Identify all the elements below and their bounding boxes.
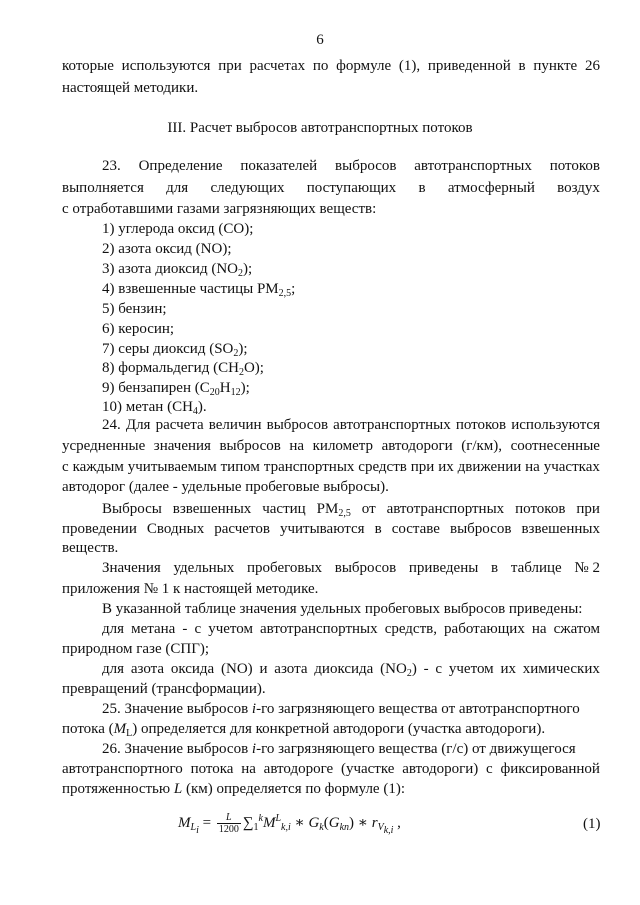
word: (участке bbox=[340, 761, 395, 777]
word: показателей bbox=[240, 158, 318, 174]
word: (1), bbox=[398, 58, 421, 74]
page-number: 6 bbox=[316, 32, 324, 48]
p26-line-1: 26. Значение выбросов i-го загрязняющего вещества (г/с) от движущегося bbox=[102, 741, 576, 757]
p24-line-1 bbox=[102, 416, 600, 435]
pm-line-3: веществ. bbox=[62, 540, 119, 556]
word: выбросов bbox=[450, 521, 512, 537]
methane-line-2: природном газе (СПГ); bbox=[62, 641, 210, 657]
word: с bbox=[194, 621, 202, 637]
word: (NO) bbox=[221, 661, 253, 677]
word: Значения bbox=[102, 560, 161, 576]
word: усредненные bbox=[62, 438, 146, 454]
word: метана bbox=[131, 621, 176, 637]
word: с bbox=[435, 661, 443, 677]
word: автотранспортных bbox=[414, 158, 532, 174]
p26-line-2 bbox=[62, 760, 600, 779]
word: 26 bbox=[584, 58, 600, 74]
word: учетом bbox=[208, 621, 253, 637]
word: фиксированной bbox=[500, 761, 600, 777]
word: таблице bbox=[510, 560, 562, 576]
word: воздух bbox=[557, 180, 600, 196]
word: расчетов bbox=[214, 521, 270, 537]
word: 23. bbox=[102, 158, 121, 174]
p24-line-4: автодорог (далее - удельные пробеговые выбросы). bbox=[62, 479, 389, 495]
word: каждым bbox=[72, 459, 124, 475]
word: на bbox=[241, 761, 256, 777]
formula-1: $M_{L_i}$ = $\frac{L}{1200}$ $\sum_1^kM^L_{k,i}$ ∗ $G_k(G_{kn})$ ∗ $r_{V_{k,i}}$ , bbox=[178, 812, 401, 836]
word: расчета bbox=[155, 417, 204, 433]
substance-7: 7) серы диоксид $(SO_2)$; bbox=[102, 341, 248, 359]
word: автотранспортных bbox=[333, 417, 451, 433]
word: с bbox=[62, 459, 69, 475]
substance-4: 4) взвешенные частицы $PM_{2,5}$; bbox=[102, 281, 296, 299]
word: атмосферный bbox=[447, 180, 535, 196]
word: частиц bbox=[262, 501, 306, 517]
sum-symbol: ∑ bbox=[242, 814, 254, 831]
word: взвешенных bbox=[521, 521, 600, 537]
word: следующих bbox=[210, 180, 285, 196]
substance-9: 9) бензапирен $(C_{20}H_{12})$; bbox=[102, 380, 250, 398]
substance-6: 6) керосин; bbox=[102, 321, 175, 337]
formula-number: (1) bbox=[583, 816, 601, 832]
word: № 2 bbox=[574, 560, 600, 576]
word: формуле bbox=[336, 58, 392, 74]
substance-2: 2) азота оксид (NO); bbox=[102, 241, 232, 257]
word: которые bbox=[62, 58, 114, 74]
word: потока bbox=[190, 761, 234, 777]
word: - bbox=[423, 661, 429, 677]
substance-5: 5) бензин; bbox=[102, 301, 167, 317]
word: используются bbox=[511, 417, 600, 433]
p26-line-3: протяженностью L (км) определяется по формуле (1): bbox=[62, 781, 405, 797]
formula-lhs: M bbox=[178, 814, 191, 831]
nitrogen-line-2: превращений (трансформации). bbox=[62, 681, 266, 697]
word: приведены bbox=[408, 560, 479, 576]
word: для bbox=[102, 661, 125, 677]
word: $PM_{2,5}$ bbox=[316, 501, 351, 519]
section-title: III. Расчет выбросов автотранспортных потоков bbox=[167, 120, 473, 136]
word: автотранспортных bbox=[386, 501, 505, 517]
word: азота bbox=[130, 661, 165, 677]
word: величин bbox=[208, 417, 262, 433]
p25-line-1: 25. Значение выбросов i-го загрязняющего вещества от автотранспортного bbox=[102, 701, 580, 717]
word: Выбросы bbox=[102, 501, 162, 517]
word: $(NO_2)$ bbox=[380, 661, 417, 679]
word: учетом bbox=[448, 661, 494, 677]
word: используются bbox=[121, 58, 211, 74]
word: Определение bbox=[138, 158, 223, 174]
word: Сводных bbox=[146, 521, 205, 537]
word: в bbox=[418, 180, 426, 196]
word: выполняется bbox=[62, 180, 144, 196]
word: километр bbox=[312, 438, 374, 454]
word: автодороги) bbox=[402, 761, 479, 777]
substance-3: 3) азота диоксид $(NO_2)$; bbox=[102, 261, 253, 279]
word: с bbox=[486, 761, 493, 777]
specific-line-3: В указанной таблице значения удельных пробеговых выбросов приведены: bbox=[102, 601, 583, 617]
word: от bbox=[361, 501, 376, 517]
specific-line-1 bbox=[102, 559, 600, 578]
word: их bbox=[500, 661, 516, 677]
word: в bbox=[491, 560, 499, 576]
word: расчетах bbox=[249, 58, 306, 74]
word: значения bbox=[153, 438, 211, 454]
p23-line-1 bbox=[102, 157, 600, 176]
word: азота bbox=[274, 661, 308, 677]
word: взвешенных bbox=[172, 501, 252, 517]
word: автодороги bbox=[381, 438, 453, 454]
p24-line-2 bbox=[62, 437, 600, 456]
word: поступающих bbox=[306, 180, 397, 196]
word: автотранспортного bbox=[62, 761, 183, 777]
word: средств, bbox=[384, 621, 437, 637]
word: выбросов bbox=[334, 560, 397, 576]
word: участках bbox=[543, 459, 600, 475]
word: проведении bbox=[62, 521, 137, 537]
word: и bbox=[259, 661, 268, 677]
substance-10: 10) метан $(CH_4)$. bbox=[102, 399, 207, 417]
word: выбросов bbox=[335, 158, 397, 174]
word: движении bbox=[457, 459, 522, 475]
word: пробеговых bbox=[246, 560, 323, 576]
word: Для bbox=[125, 417, 151, 433]
pm-line-1 bbox=[102, 500, 600, 519]
word: выбросов bbox=[266, 417, 329, 433]
word: химических bbox=[522, 661, 600, 677]
formula-fraction: $\frac{L}{1200}$ bbox=[218, 812, 239, 835]
word: пункте bbox=[533, 58, 578, 74]
p23-line-2 bbox=[62, 179, 600, 198]
p23-line-3: с отработавшими газами загрязняющих веществ: bbox=[62, 201, 377, 217]
word: в bbox=[518, 58, 526, 74]
word: для bbox=[166, 180, 189, 196]
word: на bbox=[531, 621, 547, 637]
word: учитываются bbox=[279, 521, 365, 537]
substance-8: 8) формальдегид $(CH_2O)$; bbox=[102, 360, 264, 378]
word: потоков bbox=[515, 501, 566, 517]
word: для bbox=[102, 621, 125, 637]
word: сжатом bbox=[553, 621, 600, 637]
word: по bbox=[312, 58, 329, 74]
word: средств bbox=[358, 459, 407, 475]
word: оксида bbox=[170, 661, 215, 677]
nitrogen-line-1 bbox=[102, 660, 600, 679]
word: на bbox=[525, 459, 540, 475]
word: работающих bbox=[444, 621, 525, 637]
word: выбросов bbox=[219, 438, 281, 454]
word: потоков bbox=[549, 158, 600, 174]
word: их bbox=[438, 459, 454, 475]
word: составе bbox=[391, 521, 440, 537]
p25-line-2: потока $(M_L)$ определяется для конкретной автодороги (участка автодороги). bbox=[62, 721, 546, 739]
word: (г/км), bbox=[461, 438, 503, 454]
word: потоков bbox=[455, 417, 507, 433]
word: типом bbox=[220, 459, 260, 475]
word: при bbox=[576, 501, 600, 517]
word: 24. bbox=[102, 417, 121, 433]
p24-line-3 bbox=[62, 458, 600, 477]
pm-line-2 bbox=[62, 520, 600, 539]
word: в bbox=[374, 521, 382, 537]
methane-line-1 bbox=[102, 620, 600, 639]
intro-line-2: настоящей методики. bbox=[62, 80, 199, 96]
word: удельных bbox=[173, 560, 235, 576]
word: приведенной bbox=[427, 58, 511, 74]
word: диоксида bbox=[314, 661, 374, 677]
word: учитываемым bbox=[127, 459, 217, 475]
word: на bbox=[289, 438, 305, 454]
word: при bbox=[218, 58, 242, 74]
substance-1: 1) углерода оксид (CO); bbox=[102, 221, 254, 237]
word: автодороге bbox=[263, 761, 334, 777]
word: при bbox=[410, 459, 435, 475]
word: - bbox=[182, 621, 188, 637]
word: соотнесенные bbox=[510, 438, 600, 454]
word: транспортных bbox=[263, 459, 355, 475]
specific-line-2: приложения № 1 к настоящей методике. bbox=[62, 581, 319, 597]
intro-line-1 bbox=[62, 57, 600, 76]
word: автотранспортных bbox=[260, 621, 378, 637]
